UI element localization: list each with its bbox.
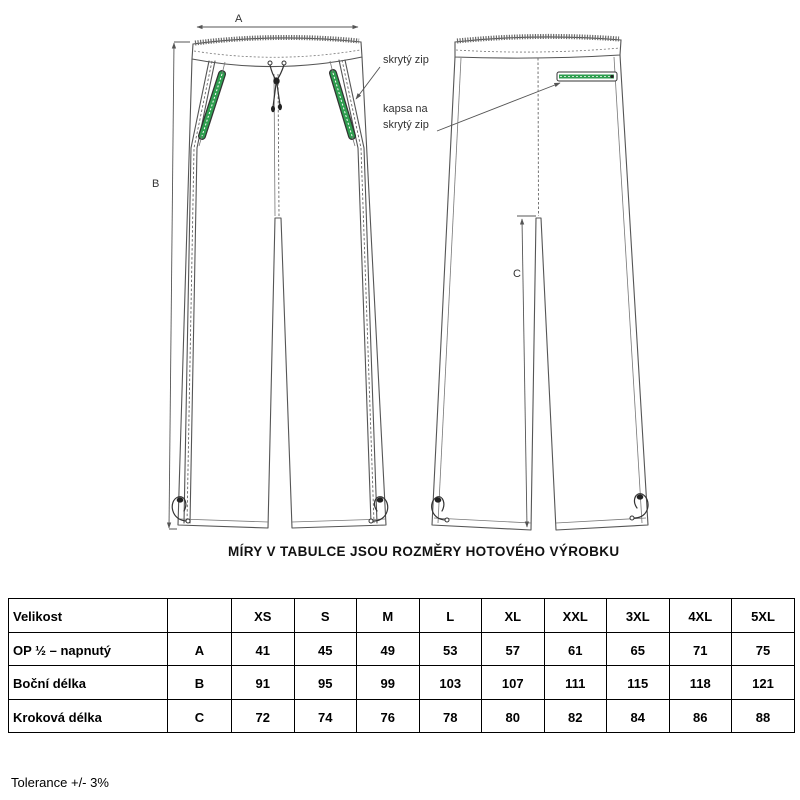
back-pocket-zip — [557, 72, 617, 81]
header-code-cell — [168, 599, 232, 633]
row-c-value-xs: 72 — [232, 699, 295, 733]
header-size-xl: XL — [482, 599, 545, 633]
table-row-b — [9, 666, 795, 700]
front-left-zip-teeth — [202, 74, 222, 136]
back-waistband-band — [455, 37, 621, 58]
row-c-value-xl: 80 — [482, 699, 545, 733]
row-b-value-m: 99 — [357, 666, 420, 700]
back-right-hem-toggle — [630, 494, 648, 520]
callout-hidden-zip: skrytý zip — [383, 54, 429, 66]
row-c-code: C — [168, 699, 232, 733]
row-a-label: OP ½ – napnutý — [9, 632, 168, 666]
header-size-5xl: 5XL — [732, 599, 795, 633]
back-left-hem-stopper — [435, 497, 442, 502]
front-right-hem-stopper — [377, 497, 384, 502]
header-size-4xl: 4XL — [669, 599, 732, 633]
front-left-hem-stopper — [177, 497, 184, 502]
front-waistband — [192, 37, 362, 66]
row-b-value-xxl: 111 — [544, 666, 607, 700]
table-row-a — [9, 632, 795, 666]
header-size-xs: XS — [232, 599, 295, 633]
front-right-side-stripe — [339, 60, 377, 523]
size-table — [8, 598, 795, 733]
back-view — [432, 36, 648, 530]
header-size-xxl: XXL — [544, 599, 607, 633]
front-outline — [178, 57, 386, 528]
back-right-hem-eyelet — [630, 516, 634, 520]
front-left-hem — [180, 519, 268, 522]
row-a-value-xxl: 61 — [544, 632, 607, 666]
row-b-value-xl: 107 — [482, 666, 545, 700]
header-size-m: M — [357, 599, 420, 633]
row-c-value-4xl: 86 — [669, 699, 732, 733]
front-left-side-stripe — [184, 61, 215, 523]
row-c-value-xxl: 82 — [544, 699, 607, 733]
dimension-b-label: B — [152, 178, 160, 190]
dimension-c-line — [522, 219, 527, 527]
front-left-hem-eyelet — [186, 519, 190, 523]
callout-pocket-line-1: kapsa na — [383, 103, 428, 115]
tolerance-note: Tolerance +/- 3% — [11, 775, 109, 790]
front-view — [152, 13, 388, 529]
row-a-value-xs: 41 — [232, 632, 295, 666]
header-size-3xl: 3XL — [607, 599, 670, 633]
row-b-label: Boční délka — [9, 666, 168, 700]
row-a-value-3xl: 65 — [607, 632, 670, 666]
dimension-b-ticks — [169, 42, 190, 529]
row-b-value-s: 95 — [294, 666, 357, 700]
drawstring-toggle — [273, 77, 279, 84]
back-left-hem-eyelet — [445, 518, 449, 522]
back-left-side-seam — [438, 58, 461, 523]
row-a-value-5xl: 75 — [732, 632, 795, 666]
dimension-a-label: A — [235, 13, 243, 25]
dimension-b-line — [169, 43, 174, 528]
drawstring-eyelet-right — [282, 61, 286, 65]
back-center-seam — [538, 58, 539, 216]
row-c-value-s: 74 — [294, 699, 357, 733]
header-size-label: Velikost — [9, 599, 168, 633]
back-pocket-zip-pull — [610, 75, 613, 78]
row-a-value-xl: 57 — [482, 632, 545, 666]
row-b-value-4xl: 118 — [669, 666, 732, 700]
table-header-row — [9, 599, 795, 633]
row-b-value-5xl: 121 — [732, 666, 795, 700]
back-right-hem-stopper — [637, 494, 644, 499]
row-b-code: B — [168, 666, 232, 700]
row-b-value-xs: 91 — [232, 666, 295, 700]
header-size-s: S — [294, 599, 357, 633]
table-row-c — [9, 699, 795, 733]
header-size-l: L — [419, 599, 482, 633]
callout-hidden-zip-leader — [356, 67, 380, 99]
row-a-value-s: 45 — [294, 632, 357, 666]
drawstring-cord-left — [270, 65, 276, 80]
drawstring-tip-right — [278, 104, 282, 110]
back-outline — [432, 55, 648, 530]
measurement-note-caption: MÍRY V TABULCE JSOU ROZMĚRY HOTOVÉHO VÝROBKU — [228, 544, 620, 559]
row-a-value-l: 53 — [419, 632, 482, 666]
callout-pocket-line-2: skrytý zip — [383, 119, 429, 131]
back-waistband — [455, 36, 621, 58]
drawstring-cord-right — [277, 65, 284, 80]
dimension-c-label: C — [513, 268, 521, 280]
row-a-value-m: 49 — [357, 632, 420, 666]
row-a-value-4xl: 71 — [669, 632, 732, 666]
row-c-value-m: 76 — [357, 699, 420, 733]
row-b-value-3xl: 115 — [607, 666, 670, 700]
row-c-value-5xl: 88 — [732, 699, 795, 733]
row-c-label: Kroková délka — [9, 699, 168, 733]
row-c-value-3xl: 84 — [607, 699, 670, 733]
row-a-code: A — [168, 632, 232, 666]
row-c-value-l: 78 — [419, 699, 482, 733]
front-waistband-band — [192, 38, 362, 67]
front-right-hem-eyelet — [369, 519, 373, 523]
row-b-value-l: 103 — [419, 666, 482, 700]
back-right-side-seam — [614, 57, 642, 523]
drawstring-tip-left — [271, 106, 275, 112]
callout-pocket-leader — [437, 83, 560, 131]
front-drawstring — [268, 61, 286, 112]
